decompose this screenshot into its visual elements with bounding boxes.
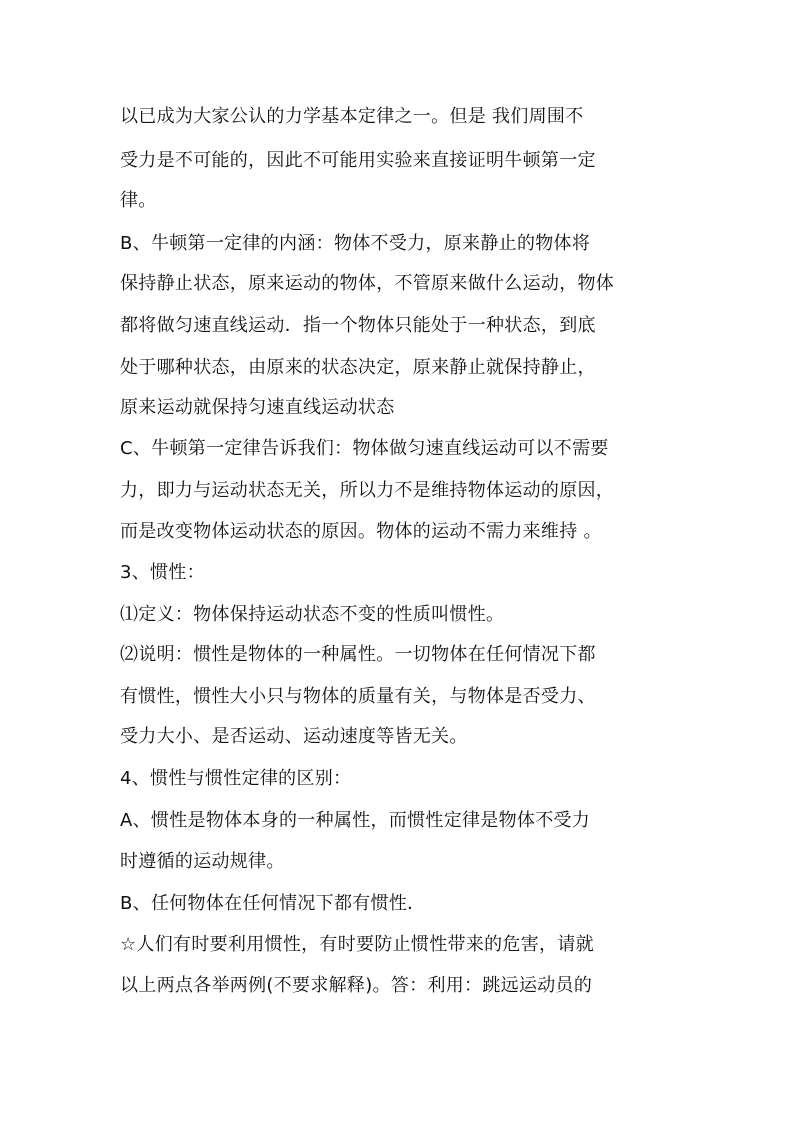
- text-line: ⑴定义：物体保持运动状态不变的性质叫惯性。: [120, 604, 505, 625]
- text-line: B、牛顿第一定律的内涵：物体不受力，原来静止的物体将: [120, 233, 591, 254]
- text-line: 受力是不可能的，因此不可能用实验来直接证明牛顿第一定: [120, 150, 596, 171]
- text-line: 3、惯性：: [120, 562, 205, 583]
- text-line: 有惯性，惯性大小只与物体的质量有关，与物体是否受力、: [120, 686, 596, 707]
- text-line: 原来运动就保持匀速直线运动状态: [120, 397, 395, 418]
- text-line: 4、惯性与惯性定律的区别：: [120, 768, 352, 789]
- text-line: 保持静止状态，原来运动的物体，不管原来做什么运动，物体: [120, 273, 615, 294]
- text-line: 都将做匀速直线运动．指一个物体只能处于一种状态，到底: [120, 315, 596, 336]
- text-line: 以已成为大家公认的力学基本定律之一。但是 我们周围不: [120, 106, 584, 127]
- text-line: 时遵循的运动规律。: [120, 851, 285, 872]
- text-line: ☆人们有时要利用惯性，有时要防止惯性带来的危害，请就: [120, 934, 594, 955]
- text-line: B、任何物体在任何情况下都有惯性．: [120, 893, 426, 914]
- text-line: A、惯性是物体本身的一种属性，而惯性定律是物体不受力: [120, 810, 591, 831]
- text-line: 以上两点各举两例(不要求解释)。答：利用：跳远运动员的: [120, 975, 593, 996]
- text-line: C、牛顿第一定律告诉我们：物体做匀速直线运动可以不需要: [120, 438, 609, 459]
- text-line: 而是改变物体运动状态的原因。物体的运动不需力来维持 。: [120, 521, 602, 542]
- text-line: 处于哪种状态，由原来的状态决定，原来静止就保持静止，: [120, 357, 596, 378]
- text-line: 律。: [120, 190, 157, 211]
- text-line: 受力大小、是否运动、运动速度等皆无关。: [120, 726, 468, 747]
- text-line: 力，即力与运动状态无关，所以力不是维持物体运动的原因，: [120, 480, 615, 501]
- text-line: ⑵说明：惯性是物体的一种属性。一切物体在任何情况下都: [120, 644, 596, 665]
